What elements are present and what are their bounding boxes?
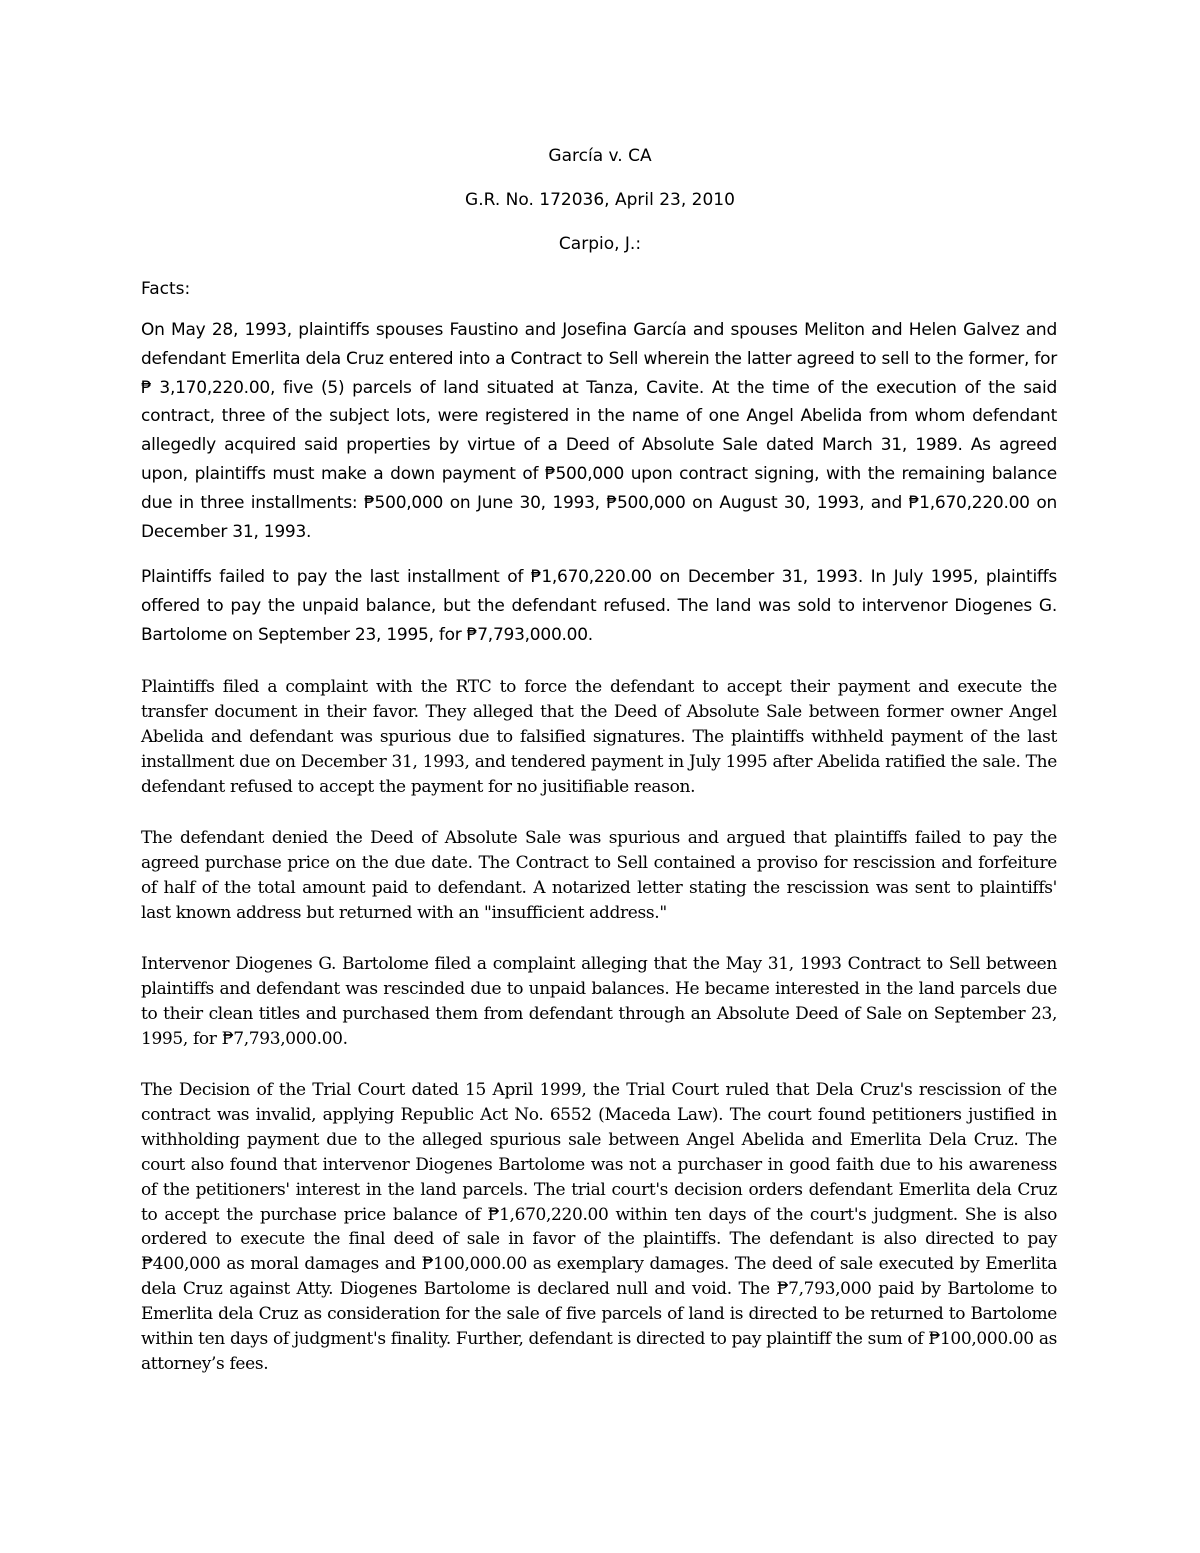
paragraph-rtc-complaint: Plaintiffs filed a complaint with the RTC to force the defendant to accept their payment and execute the transfer document in their favor. They alleged that the Deed of Absolute Sale between former owner Angel Abelida and defendant was spurious due to falsified signatures. The plaintiffs withheld payment of the last installment due on December 31, 1993, and tendered payment in July 1995 after Abelida ratified the sale. The defendant refused to accept the payment for no jusitifiable reason. <box>141 677 1057 797</box>
paragraph-failed-payment: Plaintiffs failed to pay the last installment of ₱1,670,220.00 on December 31, 1993. In July 1995, plaintiffs offered to pay the unpaid balance, but the defendant refused. The land was sold to intervenor Diogenes G. Bartolome on September 23, 1995, for ₱7,793,000.00. <box>141 567 1057 645</box>
facts-heading: Facts: <box>141 279 191 299</box>
paragraph-trial-court-decision: The Decision of the Trial Court dated 15 April 1999, the Trial Court ruled that Dela Cruz's rescission of the contract was invalid, applying Republic Act No. 6552 (Maceda Law). The court found petitioners justified in withholding payment due to the alleged spurious sale between Angel Abelida and Emerlita Dela Cruz. The court also found that intervenor Diogenes Bartolome was not a purchaser in good faith due to his awareness of the petitioners' interest in the land parcels. The trial court's decision orders defendant Emerlita dela Cruz to accept the purchase price balance of ₱1,670,220.00 within ten days of the court's judgment. She is also ordered to execute the final deed of sale in favor of the plaintiffs. The defendant is also directed to pay ₱400,000 as moral damages and ₱100,000.00 as exemplary damages. The deed of sale executed by Emerlita dela Cruz against Atty. Diogenes Bartolome is declared null and void. The ₱7,793,000 paid by Bartolome to Emerlita dela Cruz as consideration for the sale of five parcels of land is directed to be returned to Bartolome within ten days of judgment's finality. Further, defendant is directed to pay plaintiff the sum of ₱100,000.00 as attorney’s fees. <box>141 1080 1057 1374</box>
ponente: Carpio, J.: <box>558 234 642 254</box>
paragraph-contract-to-sell: On May 28, 1993, plaintiffs spouses Faustino and Josefina García and spouses Meliton and Helen Galvez and defendant Emerlita dela Cruz entered into a Contract to Sell wherein the latter agreed to sell to the former, for ₱ 3,170,220.00, five (5) parcels of land situated at Tanza, Cavite. At the time of the execution of the said contract, three of the subject lots, were registered in the name of one Angel Abelida from whom defendant allegedly acquired said properties by virtue of a Deed of Absolute Sale dated March 31, 1989. As agreed upon, plaintiffs must make a down payment of ₱500,000 upon contract signing, with the remaining balance due in three installments: ₱500,000 on June 30, 1993, ₱500,000 on August 30, 1993, and ₱1,670,220.00 on December 31, 1993. <box>141 320 1057 542</box>
paragraph-defendant-denial: The defendant denied the Deed of Absolute Sale was spurious and argued that plaintiffs failed to pay the agreed purchase price on the due date. The Contract to Sell contained a proviso for rescission and forfeiture of half of the total amount paid to defendant. A notarized letter stating the rescission was sent to plaintiffs' last known address but returned with an "insufficient address." <box>141 828 1057 923</box>
case-title: García v. CA <box>548 146 652 166</box>
paragraph-intervenor: Intervenor Diogenes G. Bartolome filed a complaint alleging that the May 31, 1993 Contract to Sell between plaintiffs and defendant was rescinded due to unpaid balances. He became interested in the land parcels due to their clean titles and purchased them from defendant through an Absolute Deed of Sale on September 23, 1995, for ₱7,793,000.00. <box>141 954 1057 1049</box>
case-number: G.R. No. 172036, April 23, 2010 <box>465 190 735 210</box>
